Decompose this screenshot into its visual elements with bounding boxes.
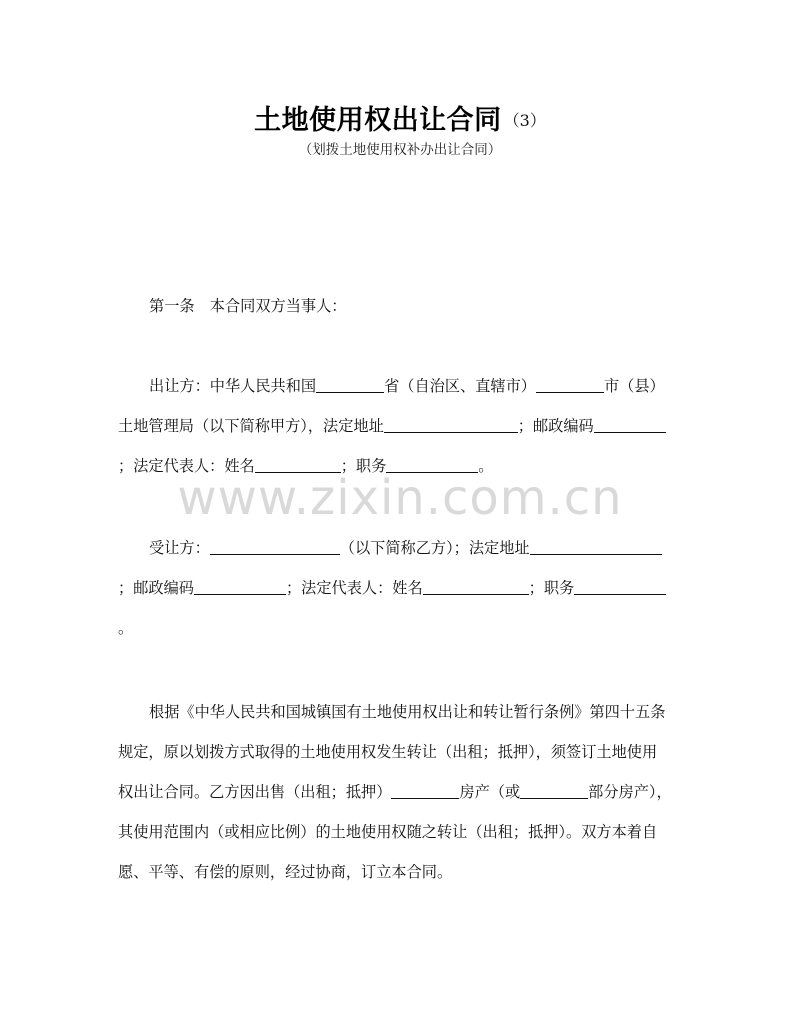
party-a-position-label: ；职务 xyxy=(340,457,387,475)
basis-line-5: 愿、平等、有偿的原则，经过协商，订立本合同。 xyxy=(118,863,453,881)
party-b-line-1 xyxy=(118,528,685,568)
basis-line-4: 其使用范围内（或相应比例）的土地使用权随之转让（出租；抵押）。双方本着自 xyxy=(118,823,658,841)
party-b-position-blank[interactable] xyxy=(574,578,666,595)
party-a-line-1 xyxy=(118,366,685,406)
title-number: （3） xyxy=(503,111,546,130)
partial-property-blank[interactable] xyxy=(520,782,588,799)
article-1 xyxy=(118,286,685,326)
party-b-postcode-blank[interactable] xyxy=(194,578,286,595)
party-b-postcode-label: ；邮政编码 xyxy=(118,579,194,597)
party-a-end: 。 xyxy=(478,457,494,475)
party-b-rep-label: ；法定代表人：姓名 xyxy=(285,579,423,597)
basis-line-3-mid: 房产（或 xyxy=(459,783,521,801)
party-b-end: 。 xyxy=(118,619,134,637)
party-a-postcode-label: ；邮政编码 xyxy=(517,417,594,435)
party-b-position-label: ；职务 xyxy=(528,579,575,597)
party-a-rep-label: ；法定代表人：姓名 xyxy=(118,457,255,475)
party-b-address-blank[interactable] xyxy=(530,538,662,555)
party-a-label: 出让方：中华人民共和国 xyxy=(149,377,317,395)
document-title xyxy=(0,98,800,137)
city-label: 市（县） xyxy=(603,377,665,395)
party-a-line-2 xyxy=(118,406,685,446)
party-a-rep-blank[interactable] xyxy=(255,456,341,473)
basis-line-3-end: 部分房产）， xyxy=(588,783,672,801)
party-a-address-label: 土地管理局（以下简称甲方），法定地址 xyxy=(118,417,384,435)
province-label: 省（自治区、直辖市） xyxy=(384,377,536,395)
party-b-label: 受让方： xyxy=(149,539,210,557)
basis-line-3-start: 权出让合同。乙方因出售（出租；抵押） xyxy=(118,783,392,801)
party-a-paragraph xyxy=(118,366,685,486)
party-b-rep-blank[interactable] xyxy=(423,578,529,595)
party-a-postcode-blank[interactable] xyxy=(594,416,666,433)
party-b-address-label: （以下简称乙方）；法定地址 xyxy=(339,539,530,557)
basis-line-2: 规定，原以划拨方式取得的土地使用权发生转让（出租；抵押），须签订土地使用 xyxy=(118,743,658,761)
party-b-line-3 xyxy=(118,608,685,648)
party-b-paragraph xyxy=(118,528,685,648)
article-1-heading: 第一条 本合同双方当事人： xyxy=(149,297,347,315)
basis-line-1: 根据《中华人民共和国城镇国有土地使用权出让和转让暂行条例》第四十五条 xyxy=(149,703,666,721)
province-blank[interactable] xyxy=(316,376,384,393)
title-text: 土地使用权出让合同 xyxy=(254,105,502,136)
basis-line-3 xyxy=(118,772,685,812)
document-subtitle: （划拨土地使用权补办出让合同） xyxy=(298,142,502,158)
party-a-address-blank[interactable] xyxy=(384,416,518,433)
watermark: www.zixin.com.cn xyxy=(177,470,623,526)
city-blank[interactable] xyxy=(536,376,604,393)
property-blank[interactable] xyxy=(391,782,459,799)
party-a-line-3 xyxy=(118,446,685,486)
basis-paragraph xyxy=(118,692,685,892)
party-b-line-2 xyxy=(118,568,685,608)
party-a-position-blank[interactable] xyxy=(386,456,478,473)
party-b-name-blank[interactable] xyxy=(210,538,340,555)
title-block xyxy=(0,98,800,158)
